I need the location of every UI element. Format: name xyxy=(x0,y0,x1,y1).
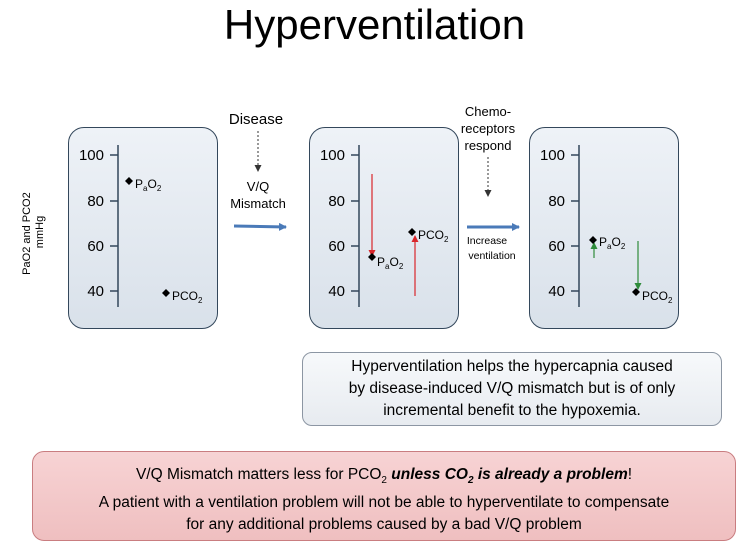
chemoreceptors-label-line2: receptors xyxy=(460,121,516,136)
pco2-label-panel-2: $PCO_2$ xyxy=(418,228,449,244)
tick-label-80: 80 xyxy=(548,193,565,210)
pao2-label-panel-1: $P_aO_2$ xyxy=(135,177,162,193)
vq-mismatch-label-line1: V/Q xyxy=(246,179,270,194)
tick-label-40: 40 xyxy=(328,283,345,300)
tick-label-60: 60 xyxy=(87,238,104,255)
tick-label-100: 100 xyxy=(539,147,565,164)
tick-label-80: 80 xyxy=(328,193,345,210)
pco2-marker-panel-1 xyxy=(162,289,170,297)
slide-title: Hyperventilation xyxy=(223,1,526,48)
axis-panel-2 xyxy=(320,145,359,307)
warning-note-line3: for any additional problems caused by a bad V/Q problem xyxy=(186,516,582,534)
y-axis-label-line1: PaO2 and PCO2 xyxy=(21,192,33,275)
y-axis-label-line2: mmHg xyxy=(34,215,46,249)
vq-mismatch-label-line2: Mismatch xyxy=(230,196,286,211)
pao2-marker-panel-2 xyxy=(368,253,376,261)
increase-ventilation-label-line2: ventilation xyxy=(468,250,516,262)
disease-label: Disease xyxy=(228,111,284,128)
warning-note-line2: A patient with a ventilation problem will not be able to hyperventilate to compensate xyxy=(98,494,670,512)
transition-arrow-1 xyxy=(234,226,286,227)
tick-label-60: 60 xyxy=(328,238,345,255)
summary-note-line3: incremental benefit to the hypoxemia. xyxy=(383,402,641,419)
y-axis-label xyxy=(21,189,46,275)
axis-panel-1 xyxy=(79,145,118,307)
pco2-marker-panel-2 xyxy=(408,228,416,236)
warning-note-box xyxy=(32,451,736,541)
tick-label-100: 100 xyxy=(319,147,345,164)
tick-label-40: 40 xyxy=(87,283,104,300)
summary-note-line1: Hyperventilation helps the hypercapnia caused xyxy=(351,358,673,375)
pao2-marker-panel-3 xyxy=(589,236,597,244)
pao2-label-panel-3: $P_aO_2$ xyxy=(599,235,626,251)
pco2-label-panel-3: $PCO_2$ xyxy=(642,289,673,305)
chemoreceptors-label-line1: Chemo- xyxy=(464,104,512,119)
tick-label-60: 60 xyxy=(548,238,565,255)
pao2-marker-panel-1 xyxy=(125,177,133,185)
axis-panel-3 xyxy=(540,145,579,307)
summary-note-line2: by disease-induced V/Q mismatch but is of only xyxy=(348,380,676,397)
tick-label-40: 40 xyxy=(548,283,565,300)
pao2-label-panel-2: $P_aO_2$ xyxy=(377,255,404,271)
warning-note-line1: V/Q Mismatch matters less for $PCO_2$ unless $CO_2$ is already a problem! xyxy=(135,466,633,487)
pco2-marker-panel-3 xyxy=(632,288,640,296)
tick-label-100: 100 xyxy=(78,147,104,164)
summary-note-box xyxy=(302,352,722,426)
increase-ventilation-label-line1: Increase xyxy=(466,235,508,247)
tick-label-80: 80 xyxy=(87,193,104,210)
pco2-label-panel-1: $PCO_2$ xyxy=(172,289,203,305)
chemoreceptors-label-line3: respond xyxy=(464,138,512,153)
